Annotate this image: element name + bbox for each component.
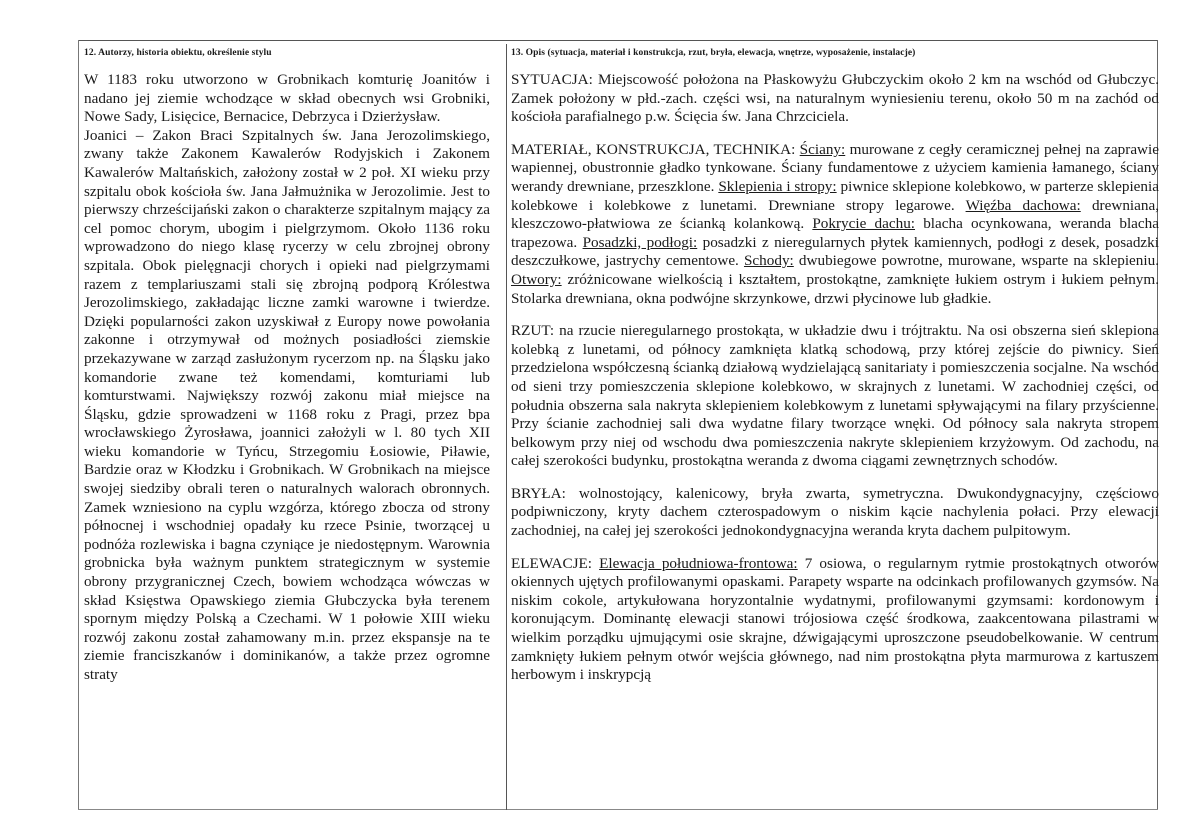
description-section	[506, 44, 1159, 810]
roofing-label: Pokrycie dachu:	[812, 215, 916, 233]
material-lead: MATERIAŁ, KONSTRUKCJA, TECHNIKA:	[511, 140, 800, 158]
material-paragraph	[511, 141, 1159, 308]
stairs-text: dwubiegowe powrotne, murowane, wsparte na sklepieniu.	[793, 252, 1160, 270]
south-elevation-text: 7 osiowa, o regularnym rytmie prostokątnych otworów okiennych ujętych profilowanymi opaskami. Parapety wsparte na odcinkach profilowanych gzymsów. Na niskim cokole, artykułowana horyzontalnie wydatnymi, profilowanymi gzymsami: kordonowym i koronującym. Dominantę elewacji stanowi trójosiowa część środkowa, zaakcentowana pilastrami w wielkim porządku ujmującymi osie skrajne, dźwigającymi uproszczone pseudobelkowanie. W centrum zamknięty łukiem pełnym otwór wejścia głównego, nad nim prostokątna płyta marmurowa z kartuszem herbowym i inskrypcją	[511, 554, 1160, 684]
vaults-label: Sklepienia i stropy:	[718, 177, 837, 195]
elevations-paragraph	[511, 555, 1159, 685]
plan-paragraph: RZUT: na rzucie nieregularnego prostokąta, w układzie dwu i trójtraktu. Na osi obszerna sień sklepiona kolebką z lunetami, od północy zamknięta klatką schodową, przy której zejście do piwnicy. Sień przedzielona współczesną ścianką działową wydzielającą sanitariaty i pomieszczenia socjalne. Na wschód od sieni trzy pomieszczenia sklepione kolebkowo, w skrajnych z lunetami. W zachodniej części, od południa obszerna sala nakryta sklepieniem kolebkowym z lunetami spływającymi na filary przyścienne. Przy ścianie zachodniej sali dwa wydatne filary tworzące wnęki. Od północy sala nakryta stropem belkowym przy niej od wschodu dwa pomieszczenia nakryte sklepieniem krzyżowym. Od zachodu, na całej szerokości budynku, prostokątna weranda z dwoma ciągami zewnętrznych schodów.	[511, 322, 1159, 470]
floors-text: posadzki z nieregularnych płytek kamiennych, podłogi z desek, posadzki deszczułkowe, jastrychy cementowe.	[511, 233, 1159, 270]
elevations-lead: ELEWACJE:	[511, 554, 600, 572]
history-heading: 12. Autorzy, historia obiektu, określenie stylu	[84, 48, 272, 58]
vaults-text: piwnice sklepione kolebkowo, w parterze sklepienia kolebkowe i kolebkowe z lunetami. Drewniane stropy legarowe.	[511, 177, 1159, 214]
history-paragraph-2: Joanici – Zakon Braci Szpitalnych św. Jana Jerozolimskiego, zwany także Zakonem Kawalerów Rodyjskich i Zakonem Kawalerów Maltańskich, założony został w 2 poł. XI wieku przy szpitalu obok kościoła św. Jana Jałmużnika w Jerozolimie. Jest to pierwszy chrześcijański zakon o charakterze szpitalnym mający za cel pomoc chorym, ubogim i pielgrzymom. Około 1136 roku wprowadzono do niego klasę rycerzy w celu zbrojnej obrony szpitala. Obok pielęgnacji chorych i opieki nad pielgrzymami razem z templariuszami stali się zbrojną podporą Królestwa Jerozolimskiego, zakładając liczne zamki warowne i twierdze. Dzięki popularności zakon uzyskiwał z Europy nowe powołania zakonne i otrzymywał od możnych posiadłości ziemskie przekazywane w zarząd zasłużonym rycerzom np. na Śląsku jako komandorie zwane też komendami, komturiami lub komturstwami. Największy rozwój zakonu miał miejsce na Śląsku, gdzie sprowadzeni w 1168 roku z Pragi, przez bpa wrocławskiego Żyrosława, joannici założyli w l. 80 tych XII wieku komandorie w Tyńcu, Strzegomiu Łosiowie, Piławie, Bardzie oraz w Kłodzku i Grobnikach. W Grobnikach na miejsce swojej siedziby obrali teren o naturalnych walorach obronnych. Zamek wzniesiono na cyplu wzgórza, którego zbocza od strony północnej i wschodniej opadały ku rzece Psinie, tworzącej u podnóża rozlewiska i bagna czyniące je niedostępnym. Warownia grobnicka była ważnym punktem strategicznym w systemie obrony przygranicznej Czech, bowiem wchodząca wówczas w skład Księstwa Opawskiego ziemia Głubczycka była terenem spornym między Polską a Czechami. W 1 połowie XIII wieku rozwój zakonu został zahamowany m.in. przez ekspansje na te ziemie franciszkanów i dominikanów, a także przez ogromne straty	[84, 126, 490, 683]
situation-paragraph: SYTUACJA: Miejscowość położona na Płaskowyżu Głubczyckim około 2 km na wschód od Głubczyc. Zamek położony w płd.-zach. części wsi, na naturalnym wyniesieniu terenu, około 50 m na zachód od kościoła parafialnego p.w. Ścięcia św. Jana Chrzciciela.	[511, 71, 1159, 126]
description-heading: 13. Opis (sytuacja, materiał i konstrukcja, rzut, bryła, elewacja, wnętrze, wyposażenie, instalacje)	[511, 48, 916, 58]
openings-label: Otwory:	[511, 270, 562, 288]
history-paragraph-1: W 1183 roku utworzono w Grobnikach komturię Joanitów i nadano jej ziemie wchodzące w skład obecnych wsi Grobniki, Nowe Sady, Lisięcice, Bernacice, Debrzyca i Dzierżysław.	[84, 71, 490, 126]
stairs-label: Schody:	[743, 252, 794, 270]
massing-paragraph: BRYŁA: wolnostojący, kalenicowy, bryła zwarta, symetryczna. Dwukondygnacyjny, częściowo podpiwniczony, kryty dachem czterospadowym o niskim kącie nachylenia połaci. Przy elewacji zachodniej, na całej jej szerokości jednokondygnacyjna weranda kryta dachem pulpitowym.	[511, 484, 1159, 540]
form-border-top	[78, 40, 1158, 41]
roof-truss-text: drewniana, kleszczowo-płatwiowa ze ścianką kolankową.	[511, 196, 1159, 233]
floors-label: Posadzki, podłogi:	[582, 233, 698, 251]
openings-text: zróżnicowane wielkością i kształtem, prostokątne, zamknięte łukiem ostrym i łukiem pełnym. Stolarka drewniana, okna podwójne skrzynkowe, drzwi płycinowe lub gładkie.	[511, 270, 1159, 307]
roofing-text: blacha ocynkowana, weranda blacha trapezowa.	[511, 215, 1159, 251]
history-section	[84, 44, 490, 685]
form-border-left	[78, 40, 79, 810]
roof-truss-label: Więźba dachowa:	[965, 196, 1081, 214]
walls-text: murowane z cegły ceramicznej pełnej na zaprawie wapiennej, obustronnie gładko tynkowane. Ściany fundamentowe z użyciem kamienia łamanego, ściany werandy drewniane, przeszklone.	[511, 140, 1159, 195]
walls-label: Ściany:	[799, 140, 846, 158]
south-elevation-label: Elewacja południowa-frontowa:	[599, 554, 798, 572]
